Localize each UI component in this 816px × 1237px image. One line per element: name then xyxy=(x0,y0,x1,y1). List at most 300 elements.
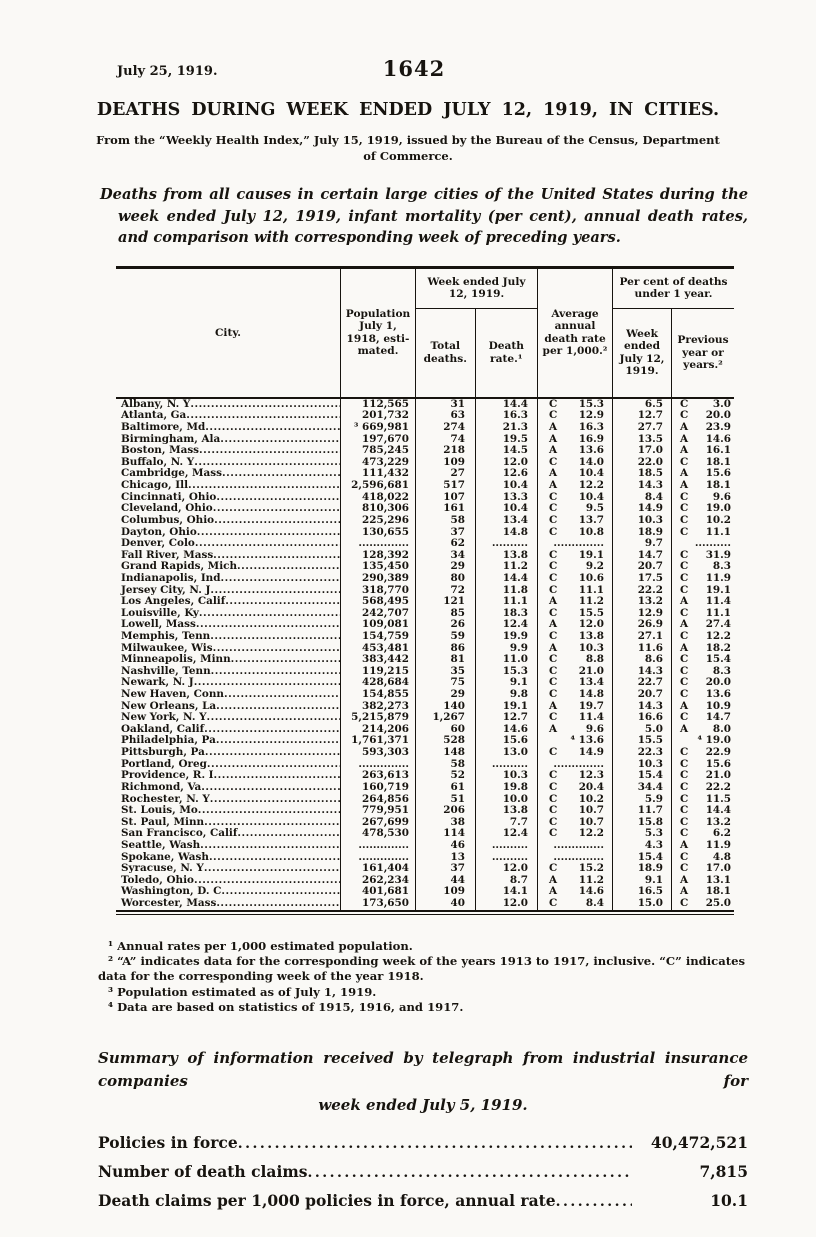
summary-item-value: 7,815 xyxy=(699,1161,748,1181)
dot-leader xyxy=(214,770,340,782)
prev-flag: A xyxy=(680,468,689,480)
avg-flag: C xyxy=(549,491,558,503)
city-cell xyxy=(116,747,341,759)
city-cell xyxy=(116,434,341,446)
death-rate-cell: 14.8 xyxy=(476,527,538,539)
dot-leader xyxy=(205,747,340,759)
total-deaths-cell: 528 xyxy=(416,735,476,747)
dot-leader xyxy=(216,701,340,713)
table-row xyxy=(116,747,734,759)
prev-flag: C xyxy=(680,793,689,805)
population-cell: 810,306 xyxy=(341,503,416,515)
death-rate-cell: 7.7 xyxy=(476,817,538,829)
prev-value: 13.2 xyxy=(705,816,731,828)
dot-leader xyxy=(188,480,340,492)
pct-week-cell: 15.4 xyxy=(613,770,672,782)
dot-leader xyxy=(197,527,340,539)
avg-value: 12.9 xyxy=(578,410,604,422)
prev-value: 9.6 xyxy=(712,491,731,503)
table-row xyxy=(116,852,734,864)
city-cell xyxy=(116,596,341,608)
dot-leader xyxy=(556,1191,632,1210)
city-name: Albany, N. Y xyxy=(121,398,191,410)
avg-annual-rate-cell xyxy=(538,863,613,875)
pct-week-cell: 11.7 xyxy=(613,805,672,817)
prev-flag: C xyxy=(680,758,689,770)
population-cell: 214,206 xyxy=(341,724,416,736)
previous-years-cell xyxy=(672,631,734,643)
avg-value: 9.2 xyxy=(585,561,604,573)
avg-annual-rate-cell xyxy=(538,875,613,887)
avg-value: 15.5 xyxy=(578,607,604,619)
prev-flag: C xyxy=(680,863,689,875)
previous-years-cell xyxy=(672,410,734,422)
avg-annual-rate-cell xyxy=(538,759,613,771)
total-deaths-cell: 52 xyxy=(416,770,476,782)
table-row xyxy=(116,875,734,887)
city-name: St. Louis, Mo xyxy=(121,805,198,817)
avg-value: 11.2 xyxy=(578,874,604,886)
total-deaths-cell: 58 xyxy=(416,759,476,771)
avg-annual-rate-cell xyxy=(538,410,613,422)
avg-flag: C xyxy=(549,456,558,468)
population-cell: 383,442 xyxy=(341,654,416,666)
city-name: Cambridge, Mass xyxy=(121,468,222,480)
prev-value: ⁴ 19.0 xyxy=(697,735,731,747)
prev-flag: C xyxy=(680,572,689,584)
avg-annual-rate-cell xyxy=(538,886,613,898)
city-name: Jersey City, N. J xyxy=(121,584,211,596)
prev-value: 14.4 xyxy=(705,805,731,817)
avg-value: 13.8 xyxy=(578,631,604,642)
avg-flag: A xyxy=(549,433,558,445)
table-row xyxy=(116,817,734,829)
prev-value: 11.4 xyxy=(705,596,731,608)
prev-value: 15.4 xyxy=(705,654,731,666)
city-cell xyxy=(116,527,341,539)
table-row xyxy=(116,724,734,736)
header-pct-week: Week ended July 12, 1919. xyxy=(613,309,672,397)
dot-leader xyxy=(216,735,340,747)
avg-value: .............. xyxy=(553,758,604,770)
population-cell: 262,234 xyxy=(341,875,416,887)
dot-leader xyxy=(307,1162,632,1181)
city-cell xyxy=(116,852,341,864)
table-row xyxy=(116,805,734,817)
total-deaths-cell: 46 xyxy=(416,840,476,852)
prev-value: 20.0 xyxy=(705,410,731,422)
city-cell xyxy=(116,515,341,527)
city-cell xyxy=(116,666,341,678)
table-row xyxy=(116,666,734,678)
death-rate-cell: 19.1 xyxy=(476,701,538,713)
city-name: Providence, R. I xyxy=(121,770,214,782)
header-population: Population July 1, 1918, esti- mated. xyxy=(341,269,416,397)
header-previous-years: Previous year or years.² xyxy=(677,334,729,372)
dot-leader xyxy=(194,875,340,887)
city-name: Chicago, Ill xyxy=(121,480,189,492)
avg-annual-rate-cell xyxy=(538,457,613,469)
prev-flag: C xyxy=(680,898,689,910)
prev-flag: A xyxy=(680,839,689,851)
footnotes xyxy=(98,939,748,1015)
dot-leader xyxy=(237,561,340,573)
pct-week-cell: 15.8 xyxy=(613,817,672,829)
prev-value: 3.0 xyxy=(712,398,731,410)
avg-value: 14.0 xyxy=(578,456,604,468)
city-name: Pittsburgh, Pa xyxy=(121,747,205,759)
city-cell xyxy=(116,770,341,782)
prev-value: 4.8 xyxy=(712,851,731,863)
population-cell: .............. xyxy=(341,840,416,852)
death-rate-cell: 12.6 xyxy=(476,468,538,480)
table-row xyxy=(116,445,734,457)
header-city: City. xyxy=(116,269,341,397)
prev-flag: C xyxy=(680,491,689,503)
city-cell xyxy=(116,828,341,840)
pct-week-cell: 14.3 xyxy=(613,701,672,713)
previous-years-cell xyxy=(672,840,734,852)
prev-flag: C xyxy=(680,770,689,782)
avg-value: 11.2 xyxy=(578,596,604,608)
dot-leader xyxy=(222,468,340,480)
death-rate-cell: .......... xyxy=(476,840,538,852)
population-cell: 161,404 xyxy=(341,863,416,875)
previous-years-cell xyxy=(672,573,734,585)
avg-value: 12.0 xyxy=(578,619,604,631)
prev-value: 10.9 xyxy=(705,700,731,712)
prev-flag: C xyxy=(680,631,689,642)
previous-years-cell xyxy=(672,434,734,446)
total-deaths-cell: 80 xyxy=(416,573,476,585)
death-rate-cell: .......... xyxy=(476,538,538,550)
city-cell xyxy=(116,608,341,620)
dot-leader xyxy=(216,492,340,504)
city-cell xyxy=(116,898,341,910)
avg-value: 11.1 xyxy=(578,584,604,596)
city-cell xyxy=(116,561,341,573)
previous-years-cell xyxy=(672,817,734,829)
pct-week-cell: 6.5 xyxy=(613,399,672,411)
avg-flag: A xyxy=(549,874,558,886)
dot-leader xyxy=(225,596,340,608)
avg-value: .............. xyxy=(553,851,604,863)
prev-flag: A xyxy=(680,619,689,631)
city-name: Buffalo, N. Y xyxy=(121,456,195,468)
city-cell xyxy=(116,573,341,585)
death-rate-cell: 8.7 xyxy=(476,875,538,887)
avg-flag: C xyxy=(549,793,558,805)
avg-annual-rate-cell xyxy=(538,480,613,492)
death-rate-cell: 11.0 xyxy=(476,654,538,666)
total-deaths-cell: 85 xyxy=(416,608,476,620)
death-rate-cell: 14.5 xyxy=(476,445,538,457)
dot-leader xyxy=(231,654,340,666)
total-deaths-cell: 34 xyxy=(416,550,476,562)
avg-annual-rate-cell xyxy=(538,503,613,515)
table-row xyxy=(116,410,734,422)
city-cell xyxy=(116,735,341,747)
summary-item xyxy=(98,1133,748,1162)
previous-years-cell xyxy=(672,875,734,887)
population-cell: ³ 669,981 xyxy=(341,422,416,434)
table-row xyxy=(116,561,734,573)
population-cell: 453,481 xyxy=(341,643,416,655)
avg-annual-rate-cell xyxy=(538,619,613,631)
previous-years-cell xyxy=(672,585,734,597)
previous-years-cell xyxy=(672,480,734,492)
avg-flag: C xyxy=(549,503,558,515)
total-deaths-cell: 109 xyxy=(416,886,476,898)
total-deaths-cell: 58 xyxy=(416,515,476,527)
avg-annual-rate-cell xyxy=(538,434,613,446)
avg-value: .............. xyxy=(553,839,604,851)
source-line: From the “Weekly Health Index,” July 15, 1919, issued by the Bureau of the Census, Department of Commerce. xyxy=(96,133,720,163)
prev-value: 11.1 xyxy=(705,607,731,619)
prev-flag: C xyxy=(680,781,689,793)
table-row xyxy=(116,782,734,794)
pct-week-cell: 27.7 xyxy=(613,422,672,434)
table-row xyxy=(116,468,734,480)
dot-leader xyxy=(207,759,340,771)
prev-value: 20.0 xyxy=(705,677,731,689)
pct-week-cell: 14.9 xyxy=(613,503,672,515)
avg-flag: A xyxy=(549,700,558,712)
population-cell: 263,613 xyxy=(341,770,416,782)
pct-week-cell: 17.0 xyxy=(613,445,672,457)
avg-flag: C xyxy=(549,607,558,619)
population-cell: 1,761,371 xyxy=(341,735,416,747)
pct-week-cell: 18.9 xyxy=(613,527,672,539)
death-rate-cell: 13.4 xyxy=(476,515,538,527)
population-cell: 154,855 xyxy=(341,689,416,701)
avg-value: 19.7 xyxy=(578,700,604,712)
pct-week-cell: 14.3 xyxy=(613,480,672,492)
pct-week-cell: 18.9 xyxy=(613,863,672,875)
prev-value: 6.2 xyxy=(712,828,731,840)
city-name: New Haven, Conn xyxy=(121,689,224,701)
death-rate-cell: 13.3 xyxy=(476,492,538,504)
dot-leader xyxy=(207,712,340,724)
previous-years-cell xyxy=(672,677,734,689)
summary-heading-line2: week ended July 5, 1919. xyxy=(318,1095,528,1114)
death-rate-cell: 10.4 xyxy=(476,480,538,492)
table-header xyxy=(116,269,734,399)
avg-value: 10.7 xyxy=(578,816,604,828)
avg-flag: C xyxy=(549,561,558,573)
death-rate-cell: 14.4 xyxy=(476,573,538,585)
dot-leader xyxy=(190,399,340,411)
total-deaths-cell: 1,267 xyxy=(416,712,476,724)
prev-flag: C xyxy=(680,398,689,410)
prev-flag: C xyxy=(680,689,689,701)
summary-item xyxy=(98,1162,748,1191)
total-deaths-cell: 107 xyxy=(416,492,476,504)
population-cell: 382,273 xyxy=(341,701,416,713)
prev-flag: C xyxy=(680,549,689,561)
page-number: 1642 xyxy=(382,56,446,81)
avg-annual-rate-cell xyxy=(538,840,613,852)
city-cell xyxy=(116,468,341,480)
avg-flag: C xyxy=(549,514,558,526)
prev-value: 11.1 xyxy=(705,526,731,538)
prev-flag: A xyxy=(680,433,689,445)
prev-value: 8.3 xyxy=(712,561,731,573)
pct-week-cell: 5.9 xyxy=(613,794,672,806)
city-cell xyxy=(116,689,341,701)
table-row xyxy=(116,596,734,608)
dot-leader xyxy=(204,863,340,875)
avg-annual-rate-cell xyxy=(538,399,613,411)
total-deaths-cell: 61 xyxy=(416,782,476,794)
table-row xyxy=(116,794,734,806)
dot-leader xyxy=(213,550,340,562)
avg-value: 8.8 xyxy=(585,654,604,666)
city-cell xyxy=(116,538,341,550)
city-name: Nashville, Tenn xyxy=(121,665,211,677)
table-row xyxy=(116,480,734,492)
previous-years-cell xyxy=(672,538,734,550)
table-row xyxy=(116,399,734,411)
prev-value: 11.5 xyxy=(705,793,731,805)
table-row xyxy=(116,434,734,446)
dot-leader xyxy=(199,445,340,457)
previous-years-cell xyxy=(672,747,734,759)
summary-item-value: 40,472,521 xyxy=(650,1132,748,1152)
death-rate-cell: 12.0 xyxy=(476,898,538,910)
prev-value: 18.1 xyxy=(705,480,731,492)
prev-value: 16.1 xyxy=(705,445,731,457)
avg-annual-rate-cell xyxy=(538,794,613,806)
avg-flag: C xyxy=(549,898,558,910)
avg-annual-rate-cell xyxy=(538,445,613,457)
table-row xyxy=(116,677,734,689)
prev-value: 18.1 xyxy=(705,456,731,468)
prev-flag: C xyxy=(680,584,689,596)
avg-value: 12.2 xyxy=(578,828,604,840)
total-deaths-cell: 75 xyxy=(416,677,476,689)
city-name: Los Angeles, Calif xyxy=(121,596,226,608)
prev-value: 15.6 xyxy=(705,468,731,480)
prev-value: 17.0 xyxy=(705,863,731,875)
prev-flag: A xyxy=(680,596,689,608)
avg-annual-rate-cell xyxy=(538,689,613,701)
pct-week-cell: 14.7 xyxy=(613,550,672,562)
dot-leader xyxy=(221,573,340,585)
avg-annual-rate-cell xyxy=(538,724,613,736)
population-cell: 785,245 xyxy=(341,445,416,457)
avg-annual-rate-cell xyxy=(538,666,613,678)
city-cell xyxy=(116,619,341,631)
death-rate-cell: 15.3 xyxy=(476,666,538,678)
previous-years-cell xyxy=(672,782,734,794)
prev-value: 22.2 xyxy=(705,781,731,793)
total-deaths-cell: 37 xyxy=(416,863,476,875)
population-cell: 111,432 xyxy=(341,468,416,480)
header-death-rate: Death rate.¹ xyxy=(488,340,524,365)
prev-value: 14.6 xyxy=(705,433,731,445)
total-deaths-cell: 63 xyxy=(416,410,476,422)
total-deaths-cell: 114 xyxy=(416,828,476,840)
population-cell: 109,081 xyxy=(341,619,416,631)
pct-week-cell: 22.2 xyxy=(613,585,672,597)
previous-years-cell xyxy=(672,828,734,840)
dot-leader xyxy=(198,805,340,817)
page-header xyxy=(0,0,816,88)
avg-value: 21.0 xyxy=(578,665,604,677)
avg-annual-rate-cell xyxy=(538,747,613,759)
table-row xyxy=(116,898,734,910)
previous-years-cell xyxy=(672,468,734,480)
prev-flag: A xyxy=(680,445,689,457)
avg-value: 10.4 xyxy=(578,491,604,503)
pct-week-cell: 10.3 xyxy=(613,759,672,771)
death-rate-cell: 21.3 xyxy=(476,422,538,434)
table-row xyxy=(116,527,734,539)
death-rate-cell: 13.8 xyxy=(476,550,538,562)
total-deaths-cell: 29 xyxy=(416,561,476,573)
header-avg-annual-rate: Average annual death rate per 1,000.² xyxy=(538,269,613,397)
avg-flag: C xyxy=(549,665,558,677)
previous-years-cell xyxy=(672,898,734,910)
city-cell xyxy=(116,840,341,852)
prev-flag: C xyxy=(680,561,689,573)
previous-years-cell xyxy=(672,712,734,724)
death-rate-cell: 12.4 xyxy=(476,828,538,840)
prev-flag: A xyxy=(680,700,689,712)
table-row xyxy=(116,654,734,666)
dot-leader xyxy=(186,410,340,422)
avg-annual-rate-cell xyxy=(538,515,613,527)
summary-item-label: Policies in force xyxy=(98,1132,238,1152)
avg-flag: A xyxy=(549,619,558,631)
city-cell xyxy=(116,631,341,643)
prev-value: 19.0 xyxy=(705,503,731,515)
previous-years-cell xyxy=(672,422,734,434)
death-rate-cell: 9.1 xyxy=(476,677,538,689)
previous-years-cell xyxy=(672,863,734,875)
death-rate-cell: 11.2 xyxy=(476,561,538,573)
date-line: July 25, 1919. xyxy=(117,64,218,79)
city-name: Rochester, N. Y xyxy=(121,793,210,805)
city-name: Dayton, Ohio xyxy=(121,526,197,538)
death-rate-cell: 9.8 xyxy=(476,689,538,701)
city-name: Richmond, Va xyxy=(121,781,202,793)
death-rate-cell: 10.3 xyxy=(476,770,538,782)
previous-years-cell xyxy=(672,608,734,620)
total-deaths-cell: 121 xyxy=(416,596,476,608)
previous-years-cell xyxy=(672,770,734,782)
avg-value: 13.6 xyxy=(578,445,604,457)
prev-flag: C xyxy=(680,456,689,468)
table-row xyxy=(116,631,734,643)
table-row xyxy=(116,689,734,701)
pct-week-cell: 15.5 xyxy=(613,735,672,747)
avg-annual-rate-cell xyxy=(538,735,613,747)
city-cell xyxy=(116,817,341,829)
avg-annual-rate-cell xyxy=(538,782,613,794)
avg-flag: C xyxy=(549,654,558,666)
avg-value: 12.3 xyxy=(578,770,604,782)
death-rate-cell: 14.4 xyxy=(476,399,538,411)
death-rate-cell: 14.6 xyxy=(476,724,538,736)
previous-years-cell xyxy=(672,550,734,562)
death-rate-cell: 9.9 xyxy=(476,643,538,655)
prev-value: .......... xyxy=(694,538,731,550)
population-cell: 428,684 xyxy=(341,677,416,689)
avg-value: 9.6 xyxy=(585,723,604,735)
prev-value: 31.9 xyxy=(705,549,731,561)
